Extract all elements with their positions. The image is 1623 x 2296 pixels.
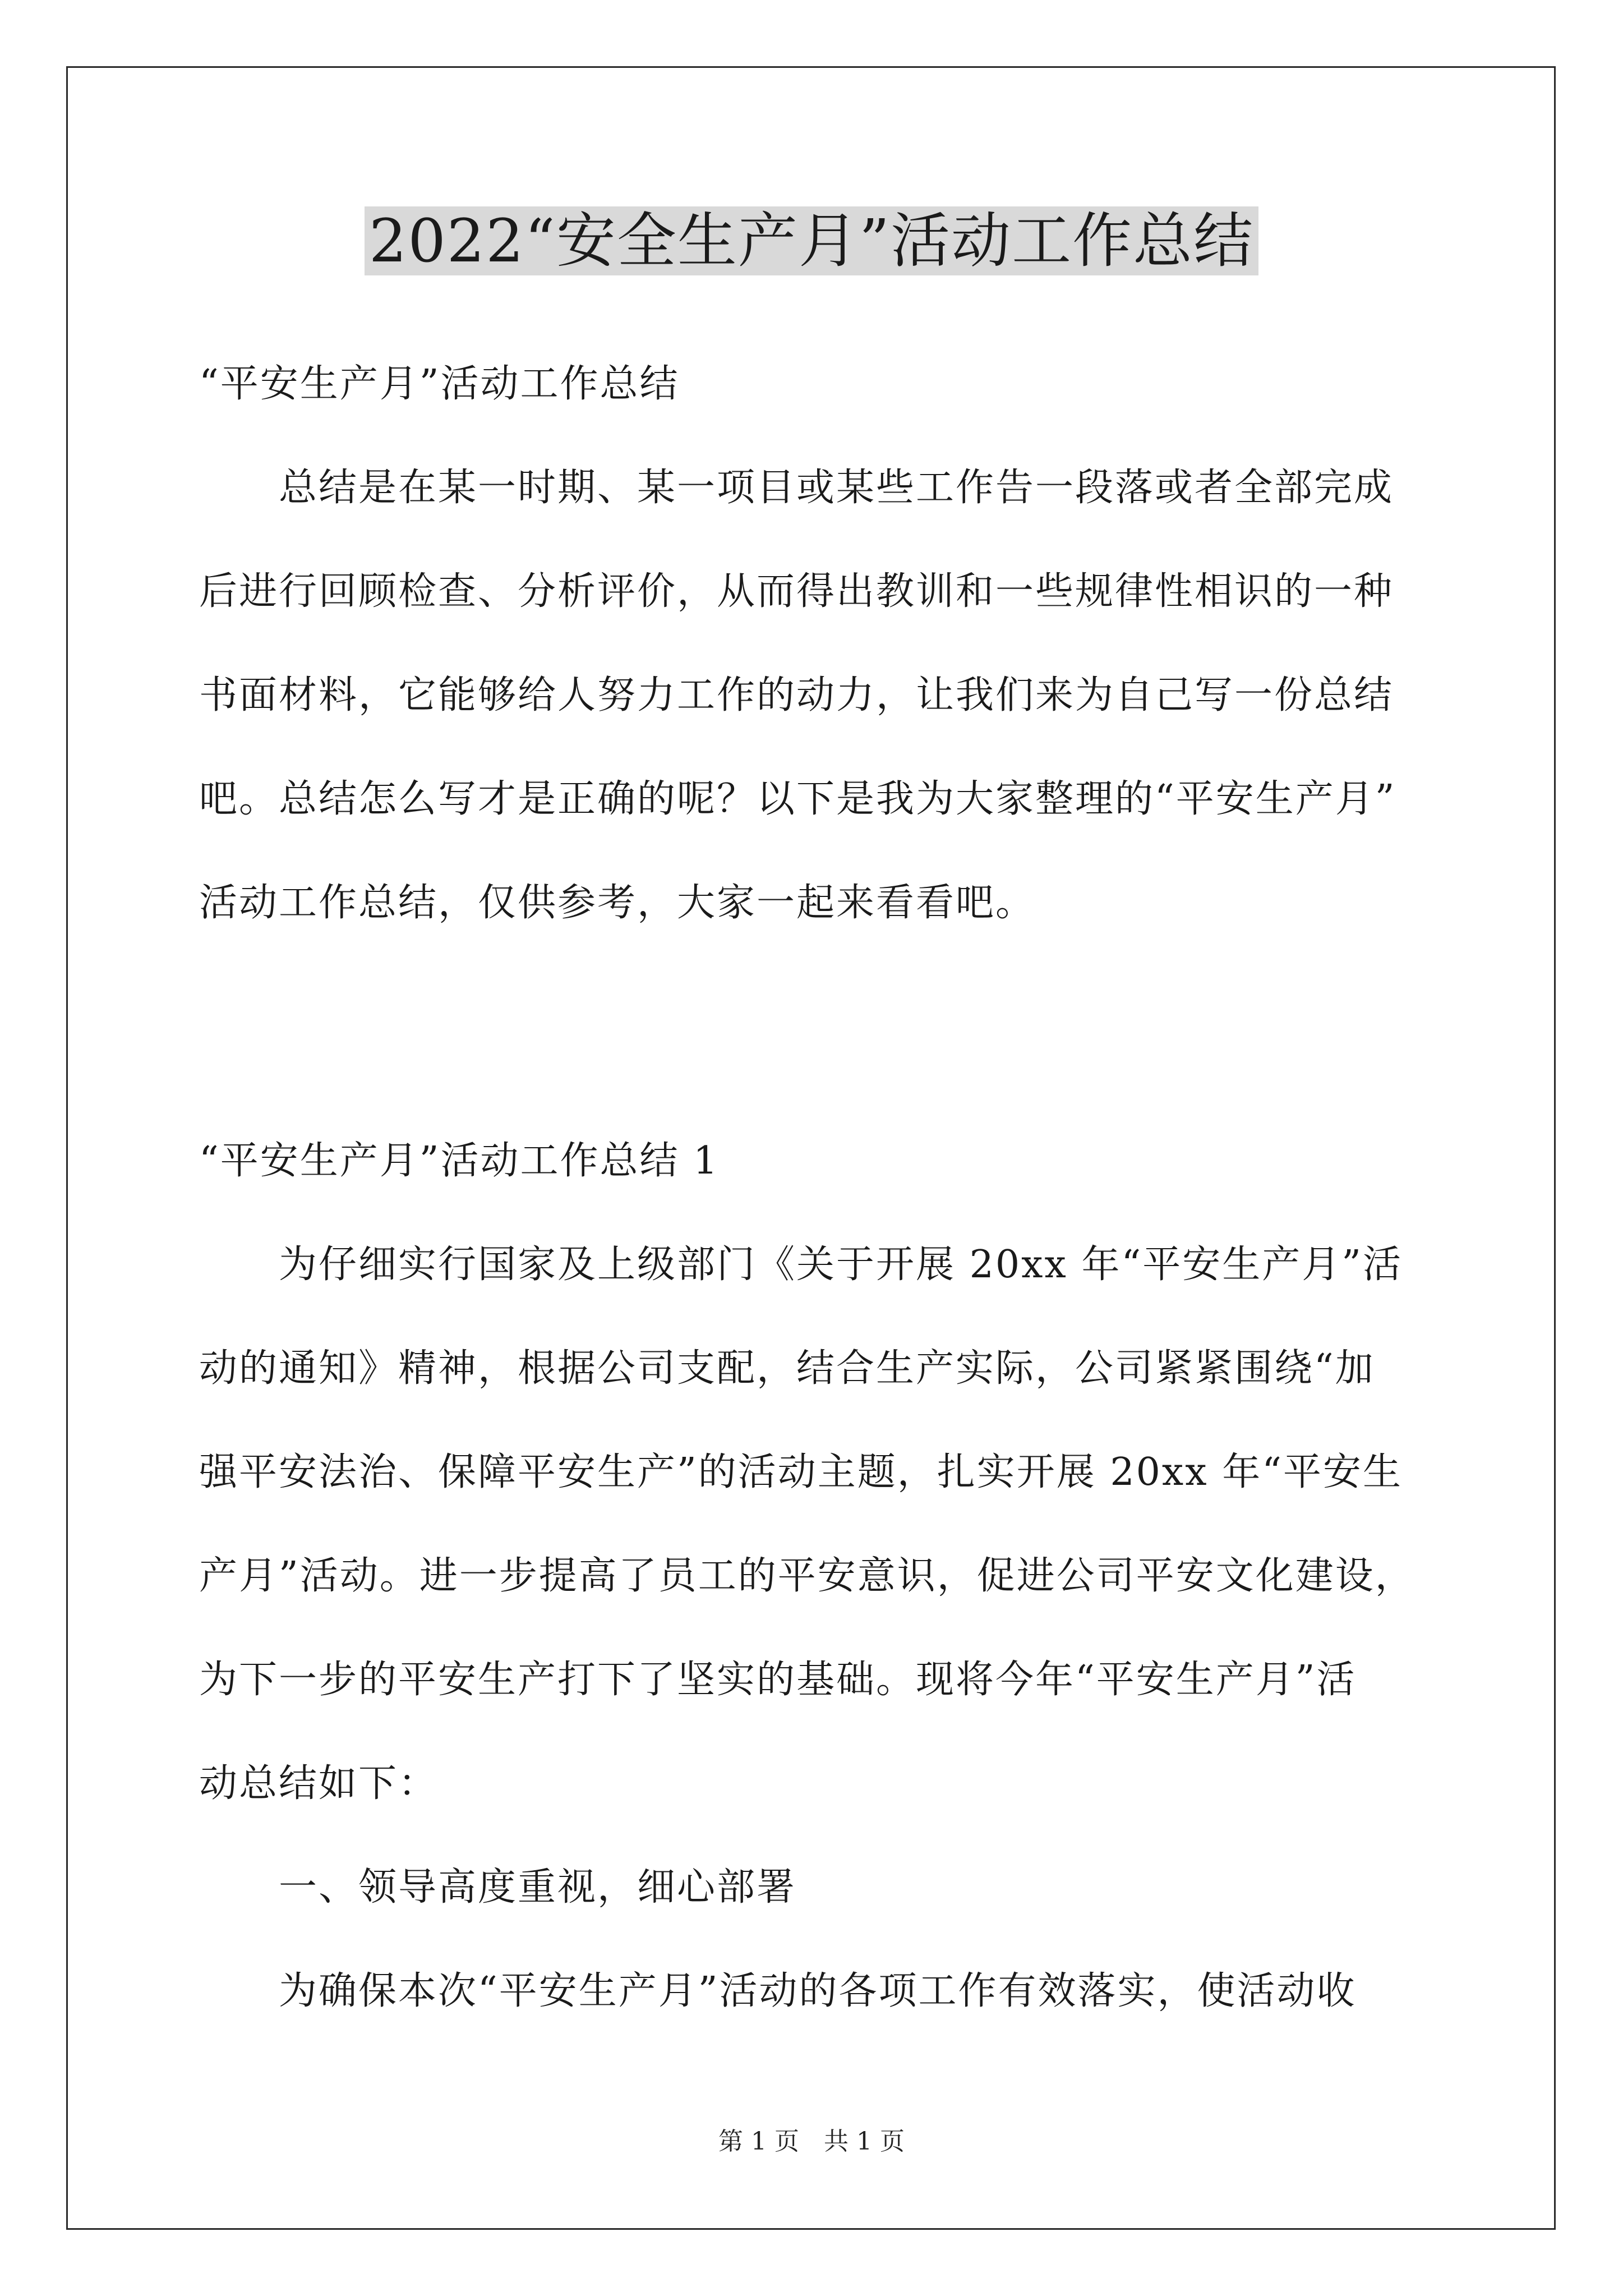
paragraph-line: 活动工作总结，仅供参考，大家一起来看看吧。 [199, 881, 1036, 925]
paragraph-line: 产月”活动。进一步提高了员工的平安意识，促进公司平安文化建设， [199, 1554, 1415, 1598]
paragraph-line: 为下一步的平安生产打下了坚实的基础。现将今年“平安生产月”活 [199, 1658, 1357, 1702]
paragraph-line: 后进行回顾检查、分析评价，从而得出教训和一些规律性相识的一种 [199, 569, 1394, 614]
paragraph-line: 动的通知》精神，根据公司支配，结合生产实际，公司紧紧围绕“加 [199, 1346, 1375, 1391]
section-heading: “平安生产月”活动工作总结 1 [199, 1139, 720, 1183]
section-heading: “平安生产月”活动工作总结 [199, 362, 680, 406]
paragraph-line: 动总结如下： [199, 1761, 439, 1806]
paragraph-line: 吧。总结怎么写才是正确的呢？以下是我为大家整理的“平安生产月” [199, 777, 1396, 821]
paragraph-line: 书面材料，它能够给人努力工作的动力，让我们来为自己写一份总结 [199, 673, 1394, 717]
paragraph-line: 强平安法治、保障平安生产”的活动主题，扎实开展 20xx 年“平安生 [199, 1450, 1403, 1494]
paragraph-line: 为确保本次“平安生产月”活动的各项工作有效落实，使活动收 [199, 1969, 1357, 2013]
document-title [0, 199, 1623, 283]
subsection-heading: 一、领导高度重视，细心部署 [199, 1865, 797, 1910]
paragraph-line: 为仔细实行国家及上级部门《关于开展 20xx 年“平安生产月”活 [199, 1243, 1403, 1287]
document-title-text: 2022“安全生产月”活动工作总结 [365, 206, 1258, 275]
paragraph-line: 总结是在某一时期、某一项目或某些工作告一段落或者全部完成 [199, 466, 1394, 510]
page-number-footer: 第 1 页 共 1 页 [718, 2127, 905, 2156]
